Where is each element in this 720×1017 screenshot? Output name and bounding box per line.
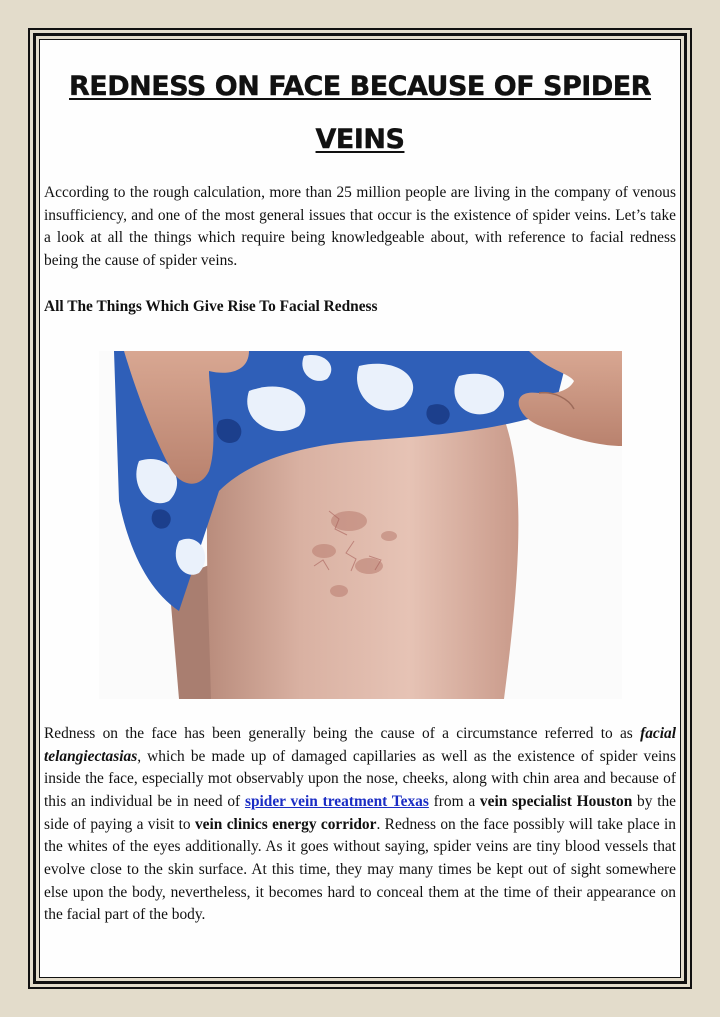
- spider-vein-treatment-link[interactable]: spider vein treatment Texas: [244, 792, 429, 810]
- body-text-3: from a: [428, 792, 480, 810]
- term-facial-telangiectasias: facial telangiectasias: [44, 724, 676, 765]
- vein-specialist-bold: vein specialist Houston: [479, 792, 633, 810]
- page-title: REDNESS ON FACE BECAUSE OF SPIDER VEINS: [69, 71, 651, 155]
- vein-clinics-bold: vein clinics energy corridor: [194, 815, 377, 833]
- section-heading: All The Things Which Give Rise To Facial Redness: [44, 297, 378, 315]
- body-text-5: . Redness on the face possibly will take place in the whites of the eyes additionally. As it goes without saying, spider veins are tiny blood vessels that evolve close to the skin surface. At this time, they may many times be kept out of sight somewhere else upon the body, nevertheless, it becomes hard to conceal them at the time of their appearance on the facial part of the body.: [44, 815, 676, 924]
- body-paragraph: [44, 723, 676, 927]
- body-text-4: by the side of paying a visit to: [44, 792, 677, 833]
- intro-paragraph: According to the rough calculation, more than 25 million people are living in the company of venous insufficiency, and one of the most general issues that occur is the existence of spider veins. Let’s take a look at all the things which require being knowledgeable about, with reference to facial redness being the cause of spider veins.: [44, 184, 676, 270]
- thigh-spider-veins-photo: [99, 351, 622, 699]
- document-content: [44, 48, 676, 927]
- body-text-1: Redness on the face has been generally being the cause of a circumstance referred to as: [44, 724, 641, 742]
- body-text-2: , which be made up of damaged capillaries as well as the existence of spider veins inside the face, especially mot observably upon the nose, cheeks, along with chin area and because of this an individual be in need of: [44, 747, 676, 810]
